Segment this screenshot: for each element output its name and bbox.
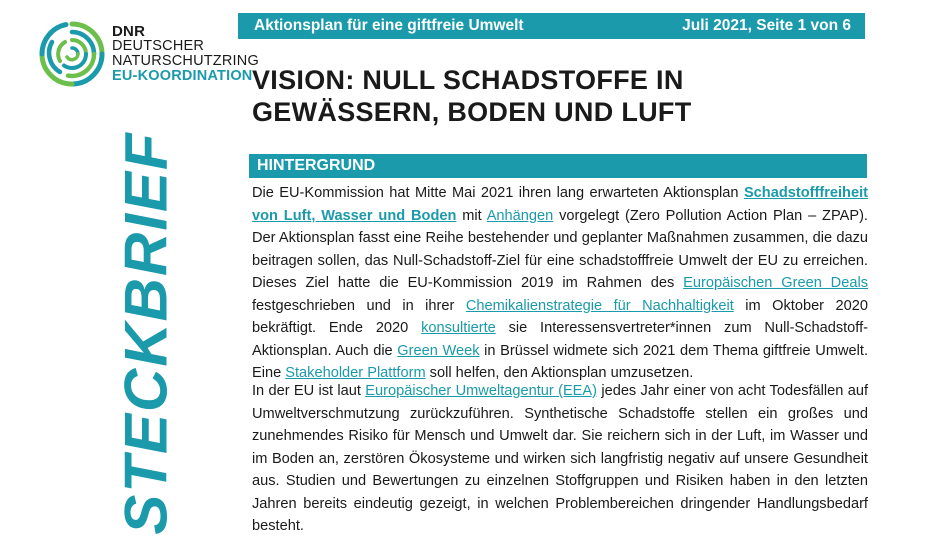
link-eea[interactable]: Europäischer Umweltagentur (EEA) bbox=[365, 383, 598, 399]
section-heading-label: HINTERGRUND bbox=[257, 157, 376, 174]
link-chemikalienstrategie[interactable]: Chemikalienstrategie für Nachhaltigkeit bbox=[465, 297, 734, 314]
header-date-page: Juli 2021, Seite 1 von 6 bbox=[682, 17, 851, 34]
p2-text-2: jedes Jahr einer von acht Todesfällen auf Umweltverschmutzung zurückzuführen. Synthetische Schadstoffe stellen ein großes und zunehmendes Risiko für Mensch und Umwelt dar. Sie reichern sich in der Luft, im Wasser und im Boden an, zerstören Ökosysteme und wirken sich langfristig negativ auf unsere Gesundheit aus. Studien und Bewertungen zu einzelnen Stoffgruppen und Risiken haben in den letzten Jahren bereits eindeutig gezeigt, in welchen Problembereichen dringender Handlungsbedarf besteht. bbox=[252, 383, 868, 534]
side-title: STECKBRIEF bbox=[112, 131, 180, 535]
organization-name bbox=[112, 24, 259, 84]
section-heading bbox=[249, 154, 867, 178]
p1-text-3: vorgelegt (Zero Pollution Action Plan – ZPAP). Der Aktionsplan fasst eine Reihe bestehender und geplanter Maßnahmen zusammen, die dazu beitragen sollen, das Null-Schadstoff-Ziel für eine schadstofffreie Umwelt der EU zu erreichen. Dieses Ziel hatte die EU-Kommission 2019 im Rahmen des bbox=[252, 207, 868, 291]
header-bar bbox=[238, 13, 865, 39]
paragraph-1 bbox=[252, 182, 868, 385]
link-schadstofffreiheit[interactable]: Schadstofffreiheit von Luft, Wasser und Boden bbox=[252, 185, 868, 224]
org-line-1: DEUTSCHER bbox=[112, 38, 205, 54]
org-line-2: NATURSCHUTZRING bbox=[112, 53, 259, 69]
p2-text-1: In der EU ist laut bbox=[252, 383, 366, 399]
link-anhaengen[interactable]: Anhängen bbox=[486, 207, 554, 224]
p1-text-6: sie Interessensvertreter*innen zum Null-Schadstoff-Aktionsplan. Auch die bbox=[252, 320, 868, 359]
paragraph-2 bbox=[252, 380, 868, 538]
p1-text-7: in Brüssel widmete sich 2021 dem Thema giftfreie Umwelt. Eine bbox=[252, 342, 868, 381]
org-abbreviation: DNR bbox=[112, 23, 146, 40]
link-green-week[interactable]: Green Week bbox=[397, 342, 480, 359]
p1-text-2: mit bbox=[456, 207, 487, 224]
link-konsultierte[interactable]: konsultierte bbox=[421, 320, 496, 336]
link-stakeholder-plattform[interactable]: Stakeholder Plattform bbox=[285, 365, 426, 381]
p1-text-1: Die EU-Kommission hat Mitte Mai 2021 ihren lang erwarteten Aktionsplan bbox=[252, 185, 744, 201]
link-green-deal[interactable]: Europäischen Green Deals bbox=[683, 275, 868, 291]
org-line-3: EU-KOORDINATION bbox=[112, 68, 253, 84]
p1-text-8: soll helfen, den Aktionsplan umzusetzen. bbox=[425, 365, 694, 381]
p1-text-5: im Oktober 2020 bekräftigt. Ende 2020 bbox=[252, 297, 868, 336]
p1-text-4: festgeschrieben und in ihrer bbox=[252, 297, 466, 314]
header-topic: Aktionsplan für eine giftfreie Umwelt bbox=[254, 17, 524, 34]
page-title: VISION: NULL SCHADSTOFFE IN GEWÄSSERN, BODEN UND LUFT bbox=[252, 65, 692, 127]
dnr-logo-icon bbox=[38, 20, 106, 88]
